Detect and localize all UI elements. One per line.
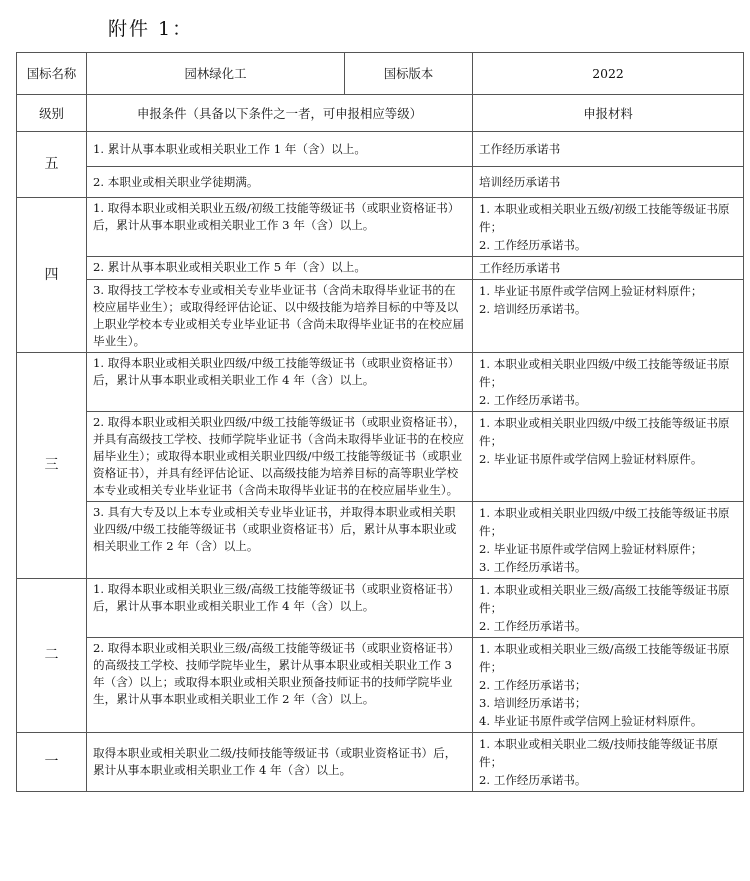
condition-cell: 3. 取得技工学校本专业或相关专业毕业证书（含尚未取得毕业证书的在校应届毕业生）；或取得经评估论证、以中级技能为培养目标的中等及以上职业学校本专业或相关专业毕业证书（含尚未取得毕业证书的在校应届毕业生）。 xyxy=(87,280,473,353)
material-item: 3. 培训经历承诺书； xyxy=(479,696,587,710)
level-cell: 二 xyxy=(17,579,87,733)
level-cell: 四 xyxy=(17,198,87,353)
table-row xyxy=(17,257,744,280)
condition-cell: 1. 取得本职业或相关职业三级/高级工技能等级证书（或职业资格证书）后，累计从事本职业或相关职业工作 4 年（含）以上。 xyxy=(87,579,473,638)
materials-cell xyxy=(473,353,744,412)
name-value: 园林绿化工 xyxy=(87,53,345,95)
material-item: 工作经历承诺书 xyxy=(479,261,561,275)
material-item: 2. 工作经历承诺书。 xyxy=(479,393,587,407)
requirements-table xyxy=(16,52,744,792)
material-item: 1. 本职业或相关职业四级/中级工技能等级证书原件； xyxy=(479,416,730,448)
material-item: 1. 本职业或相关职业三级/高级工技能等级证书原件； xyxy=(479,642,730,674)
version-value: 2022 xyxy=(473,53,744,95)
table-row xyxy=(17,579,744,638)
condition-cell: 3. 具有大专及以上本专业或相关专业毕业证书，并取得本职业或相关职业四级/中级工技能等级证书（或职业资格证书）后，累计从事本职业或相关职业工作 2 年（含）以上。 xyxy=(87,502,473,579)
material-item: 2. 培训经历承诺书。 xyxy=(479,302,587,316)
condition-cell: 取得本职业或相关职业二级/技师技能等级证书（或职业资格证书）后，累计从事本职业或相关职业工作 4 年（含）以上。 xyxy=(87,733,473,792)
condition-cell: 1. 取得本职业或相关职业五级/初级工技能等级证书（或职业资格证书）后，累计从事本职业或相关职业工作 3 年（含）以上。 xyxy=(87,198,473,257)
materials-cell xyxy=(473,280,744,353)
material-item: 4. 毕业证书原件或学信网上验证材料原件。 xyxy=(479,714,703,728)
materials-cell xyxy=(473,198,744,257)
materials-cell xyxy=(473,412,744,502)
table-header-row xyxy=(17,53,744,95)
materials-cell xyxy=(473,167,744,198)
attachment-label: 附件 1： xyxy=(108,18,194,40)
condition-cell: 2. 取得本职业或相关职业三级/高级工技能等级证书（或职业资格证书）的高级技工学校、技师学院毕业生，累计从事本职业或相关职业工作 3 年（含）以上；或取得本职业或相关职业预备技师证书的技师学院毕业生，累计从事本职业或相关职业工作 2 年（含）以上。 xyxy=(87,638,473,733)
level-column-header: 级别 xyxy=(17,95,87,132)
column-header-row xyxy=(17,95,744,132)
materials-cell xyxy=(473,579,744,638)
table-row xyxy=(17,198,744,257)
material-item: 1. 本职业或相关职业四级/中级工技能等级证书原件； xyxy=(479,357,730,389)
materials-cell xyxy=(473,638,744,733)
material-item: 2. 工作经历承诺书。 xyxy=(479,619,587,633)
material-item: 2. 工作经历承诺书； xyxy=(479,678,587,692)
material-item: 2. 工作经历承诺书。 xyxy=(479,238,587,252)
condition-cell: 1. 取得本职业或相关职业四级/中级工技能等级证书（或职业资格证书）后，累计从事本职业或相关职业工作 4 年（含）以上。 xyxy=(87,353,473,412)
condition-cell: 1. 累计从事本职业或相关职业工作 1 年（含）以上。 xyxy=(87,132,473,167)
conditions-column-header: 申报条件（具备以下条件之一者，可申报相应等级） xyxy=(87,95,473,132)
material-item: 1. 本职业或相关职业二级/技师技能等级证书原件； xyxy=(479,737,718,769)
material-item: 2. 毕业证书原件或学信网上验证材料原件； xyxy=(479,542,703,556)
material-item: 1. 本职业或相关职业五级/初级工技能等级证书原件； xyxy=(479,202,730,234)
level-cell: 一 xyxy=(17,733,87,792)
material-item: 工作经历承诺书 xyxy=(479,142,561,156)
materials-cell xyxy=(473,132,744,167)
material-item: 1. 毕业证书原件或学信网上验证材料原件； xyxy=(479,284,703,298)
table-row xyxy=(17,132,744,167)
table-row xyxy=(17,638,744,733)
condition-cell: 2. 累计从事本职业或相关职业工作 5 年（含）以上。 xyxy=(87,257,473,280)
table-row xyxy=(17,167,744,198)
version-label: 国标版本 xyxy=(345,53,473,95)
materials-column-header: 申报材料 xyxy=(473,95,744,132)
condition-cell: 2. 本职业或相关职业学徒期满。 xyxy=(87,167,473,198)
material-item: 1. 本职业或相关职业四级/中级工技能等级证书原件； xyxy=(479,506,730,538)
level-cell: 三 xyxy=(17,353,87,579)
table-row xyxy=(17,280,744,353)
table-row xyxy=(17,733,744,792)
material-item: 培训经历承诺书 xyxy=(479,175,561,189)
material-item: 1. 本职业或相关职业三级/高级工技能等级证书原件； xyxy=(479,583,730,615)
material-item: 2. 毕业证书原件或学信网上验证材料原件。 xyxy=(479,452,703,466)
table-row xyxy=(17,502,744,579)
material-item: 3. 工作经历承诺书。 xyxy=(479,560,587,574)
name-label: 国标名称 xyxy=(17,53,87,95)
condition-cell: 2. 取得本职业或相关职业四级/中级工技能等级证书（或职业资格证书），并具有高级技工学校、技师学院毕业证书（含尚未取得毕业证书的在校应届毕业生）；或取得本职业或相关职业四级/中级工技能等级证书（或职业资格证书），并具有经评估论证、以高级技能为培养目标的高等职业学校本专业或相关专业毕业证书（含尚未取得毕业证书的在校应届毕业生）。 xyxy=(87,412,473,502)
material-item: 2. 工作经历承诺书。 xyxy=(479,773,587,787)
materials-cell xyxy=(473,257,744,280)
level-cell: 五 xyxy=(17,132,87,198)
materials-cell xyxy=(473,733,744,792)
table-row xyxy=(17,353,744,412)
table-row xyxy=(17,412,744,502)
materials-cell xyxy=(473,502,744,579)
